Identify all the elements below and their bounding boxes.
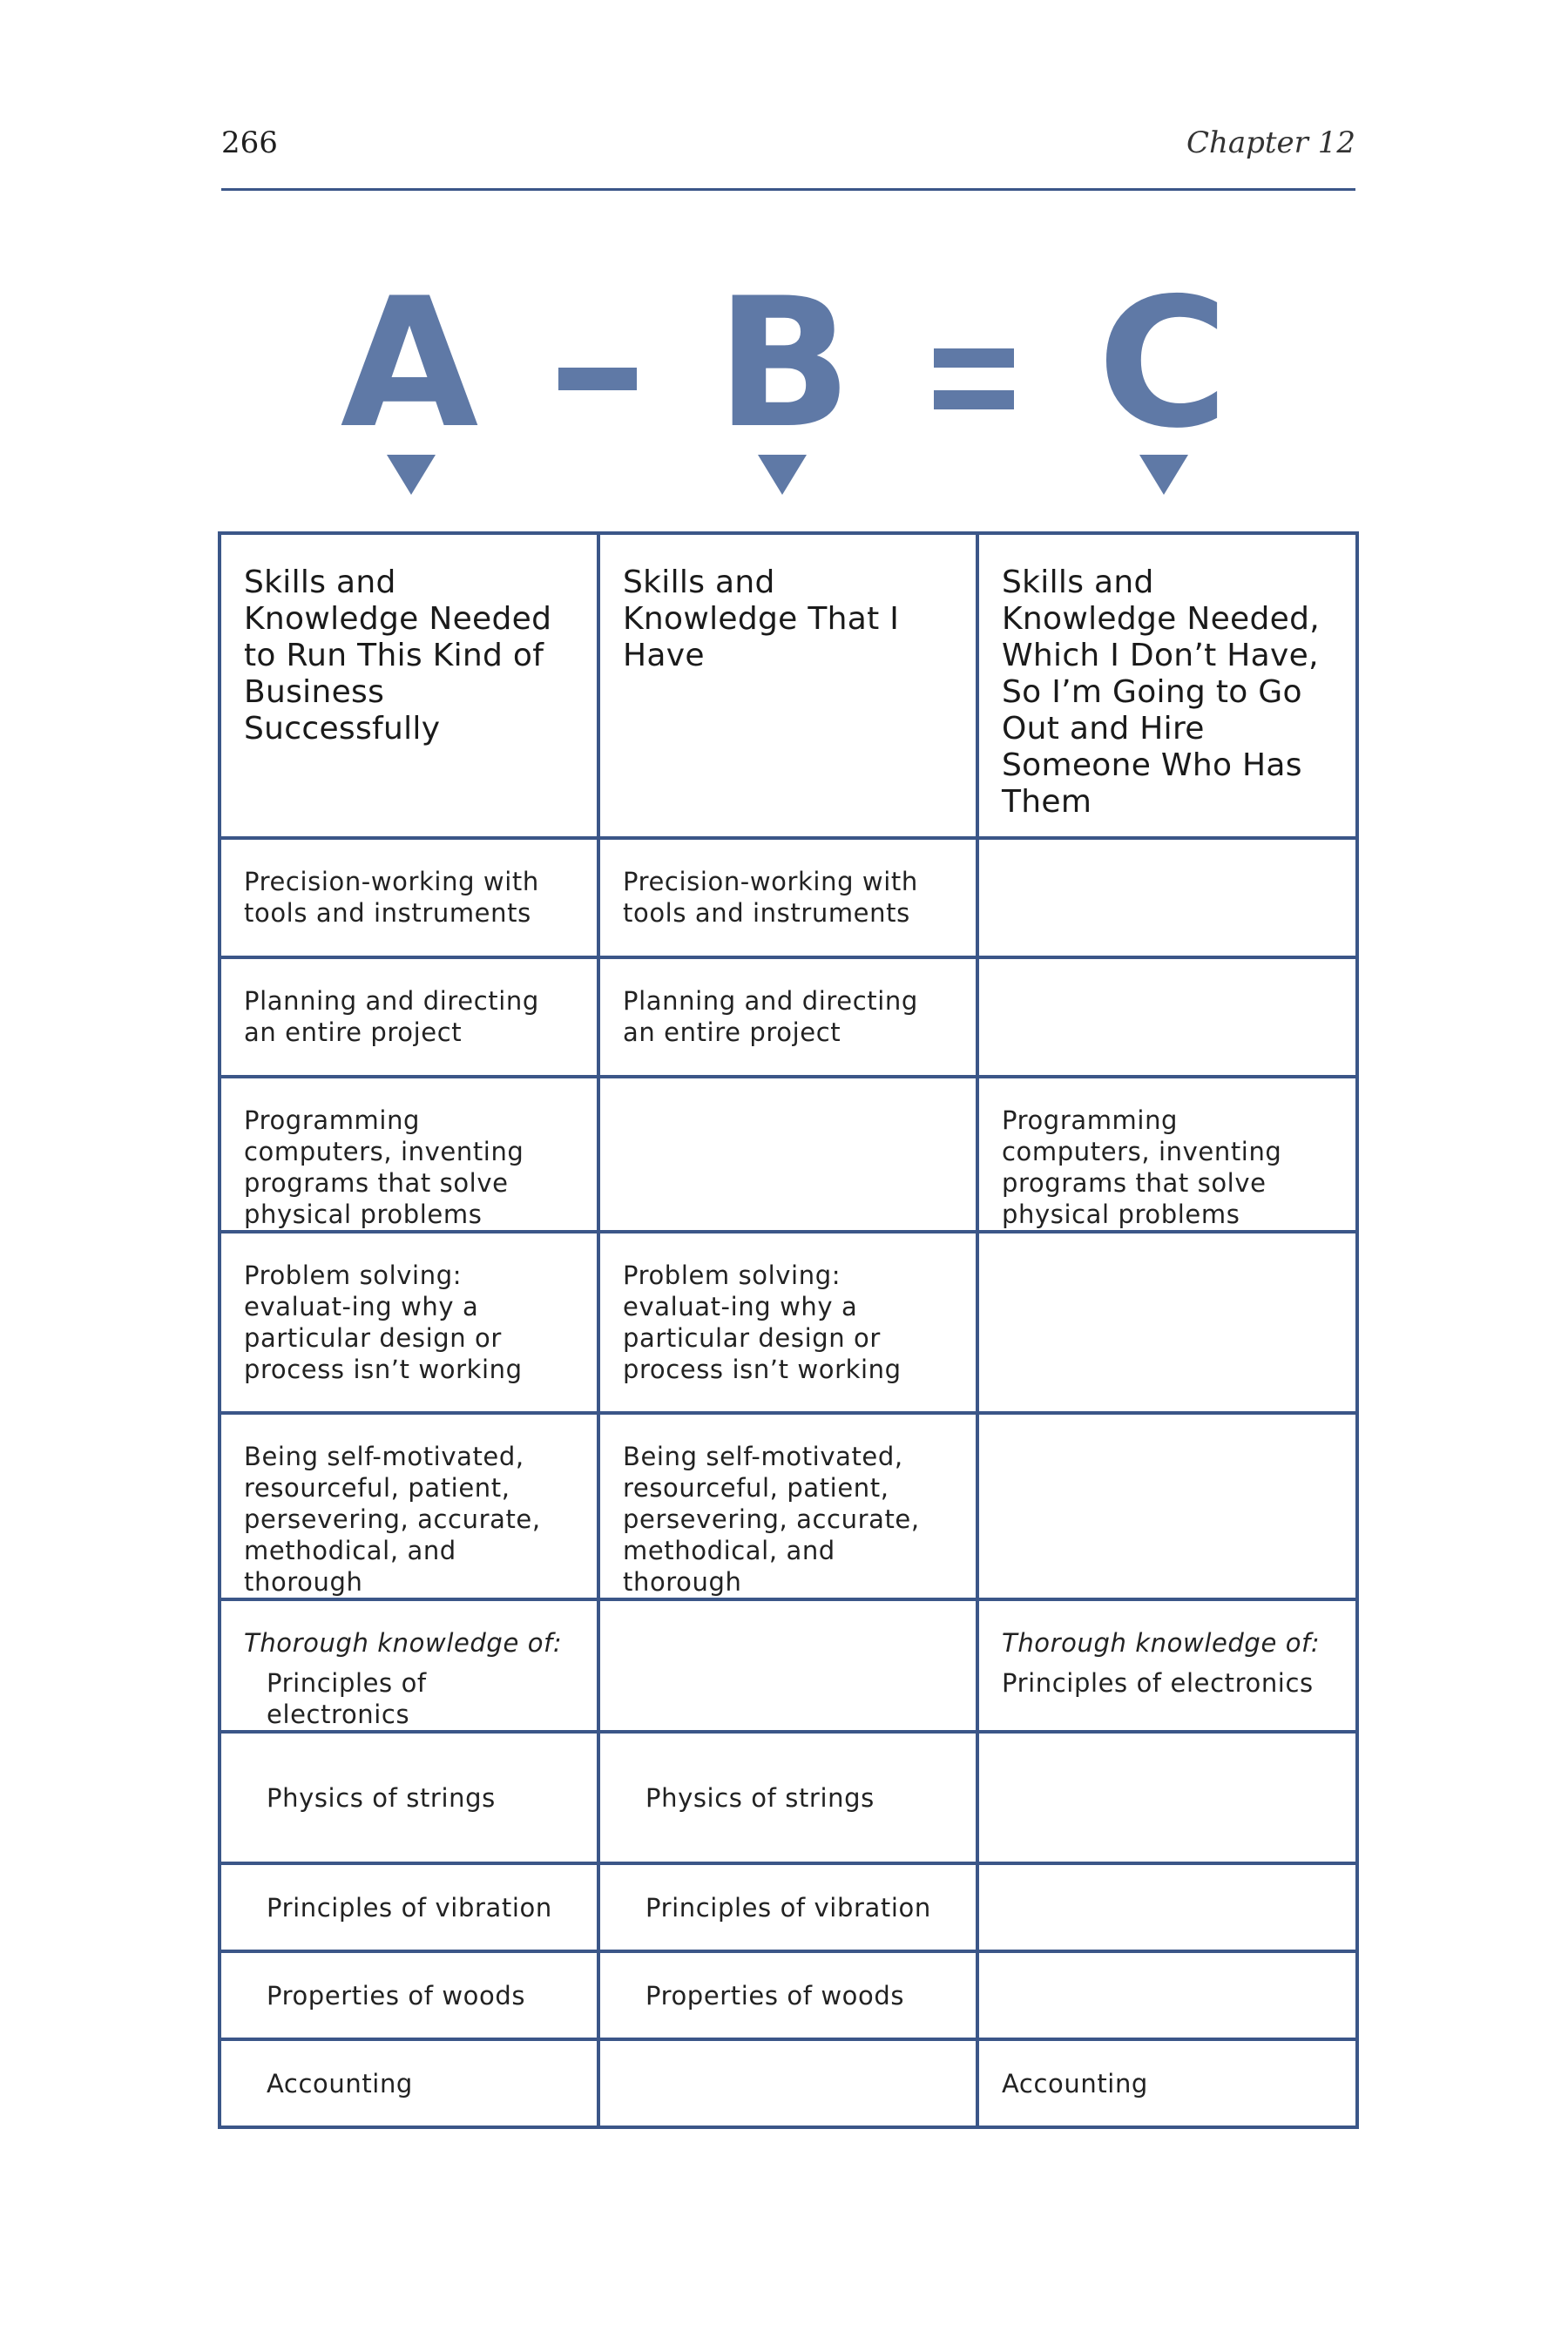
table-row (220, 1732, 1357, 1863)
column-header-hire: Skills and Knowledge Needed, Which I Don’t Have, So I’m Going to Go Out and Hire Someone Who Has Them (977, 533, 1357, 838)
table-cell: Accounting (1002, 2068, 1148, 2099)
table-row (220, 838, 1357, 957)
column-header-have: Skills and Knowledge That I Have (598, 533, 977, 838)
table-cell: Principles of vibration (645, 1892, 931, 1923)
table-cell: Programming computers, inventing programs that solve physical problems (244, 1105, 524, 1229)
arrow-down-icon (758, 455, 807, 495)
table-cell: Properties of woods (267, 1980, 526, 2011)
column-header-needed: Skills and Knowledge Needed to Run This Kind of Business Successfully (220, 533, 598, 838)
table-header-row (220, 533, 1357, 838)
table-cell (1002, 840, 1333, 866)
table-cell: Accounting (267, 2068, 413, 2099)
table-cell (623, 1601, 953, 1627)
table-cell: Principles of electronics (1002, 1668, 1314, 1698)
table-cell: Programming computers, inventing programs that solve physical problems (1002, 1105, 1282, 1229)
knowledge-label: Thorough knowledge of: (1002, 1628, 1321, 1658)
equals-sign-top (934, 348, 1014, 368)
equals-sign-bottom (934, 390, 1014, 409)
table-cell: Planning and directing an entire project (244, 986, 539, 1047)
table-cell: Precision-working with tools and instruments (623, 867, 918, 928)
table-cell: Principles of electronics (267, 1668, 427, 1729)
table-cell: Physics of strings (267, 1782, 496, 1813)
minus-sign (558, 368, 637, 390)
table-cell: Planning and directing an entire project (623, 986, 918, 1047)
table-cell: Being self-motivated, resourceful, patient, persevering, accurate, methodical, and thorough (244, 1442, 541, 1597)
table-row (220, 1863, 1357, 1951)
table-cell (1002, 1233, 1333, 1260)
table-row (220, 1599, 1357, 1732)
table-cell (1002, 959, 1333, 985)
table-cell: Problem solving: evaluat-ing why a particular design or process isn’t working (623, 1260, 902, 1384)
arrow-down-icon (387, 455, 436, 495)
table-cell: Being self-motivated, resourceful, patient, persevering, accurate, methodical, and thorough (623, 1442, 920, 1597)
chapter-title: Chapter 12 (1186, 125, 1355, 160)
table-cell (1002, 1415, 1333, 1441)
table-row (220, 1077, 1357, 1232)
formula-letter-c: C (1097, 260, 1229, 468)
table-cell: Physics of strings (645, 1782, 875, 1813)
formula-a-minus-b-equals-c (0, 0, 1568, 523)
formula-letter-a: A (340, 260, 479, 468)
arrow-down-icon (1139, 455, 1188, 495)
table-row (220, 2039, 1357, 2127)
page-number: 266 (221, 125, 278, 160)
knowledge-label: Thorough knowledge of: (244, 1628, 563, 1658)
formula-letter-b: B (715, 260, 853, 468)
table-cell: Precision-working with tools and instruments (244, 867, 539, 928)
table-row (220, 1413, 1357, 1599)
skills-table (218, 531, 1359, 2129)
table-row (220, 957, 1357, 1077)
table-cell (623, 1078, 953, 1105)
table-cell: Problem solving: evaluat-ing why a particular design or process isn’t working (244, 1260, 523, 1384)
table-cell: Properties of woods (645, 1980, 905, 2011)
table-cell: Principles of vibration (267, 1892, 552, 1923)
table-row (220, 1951, 1357, 2039)
table-row (220, 1232, 1357, 1413)
